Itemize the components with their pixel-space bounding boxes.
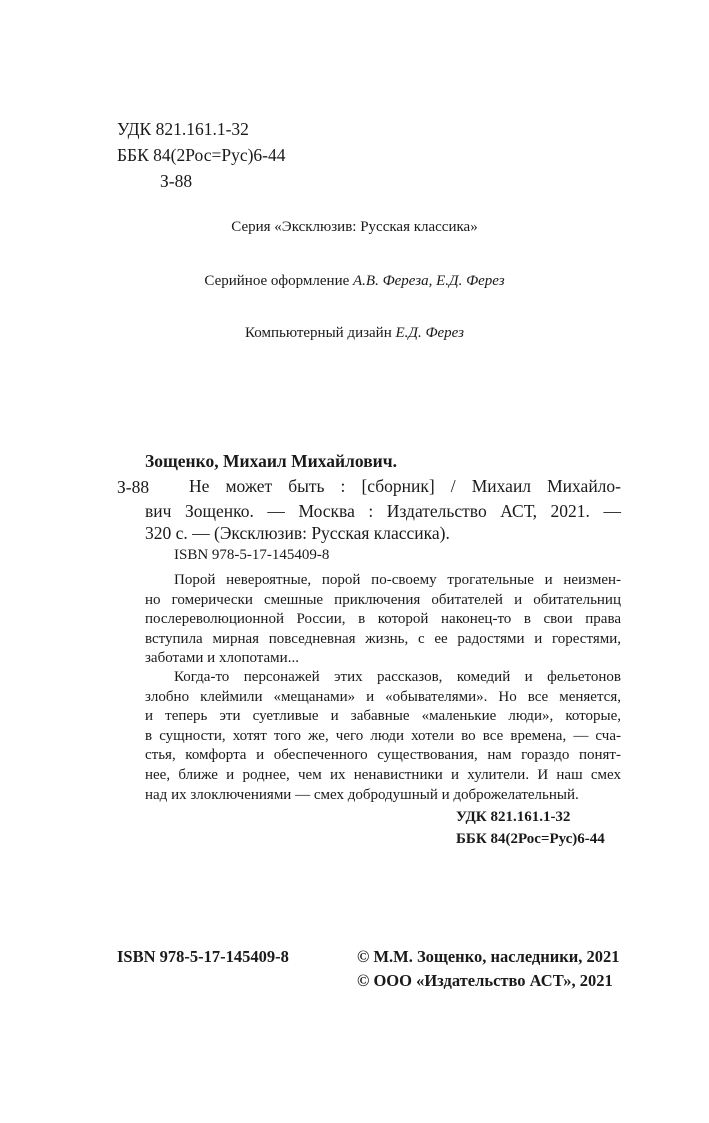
annotation-line: стья, комфорта и обеспеченного существования, нам гораздо понят-	[145, 747, 621, 764]
footer-isbn: ISBN 978-5-17-145409-8	[117, 947, 289, 966]
bbk-code: ББК 84(2Рос=Рус)6-44	[117, 145, 286, 165]
annotation-line: послереволюционной России, в которой наконец-то в свои права	[145, 611, 621, 628]
series-line: Серия «Эксклюзив: Русская классика»	[231, 219, 478, 235]
copyright-heirs: © М.М. Зощенко, наследники, 2021	[357, 947, 620, 966]
catalog-udk: УДК 821.161.1-32	[456, 809, 571, 825]
annotation-line: нее, ближе и роднее, чем их ненавистники и хулители. И наш смех	[145, 766, 621, 783]
annotation-line: Порой невероятные, порой по-своему трогательные и неизмен-	[174, 572, 621, 588]
udk-code: УДК 821.161.1-32	[117, 119, 249, 139]
copyright-publisher: © ООО «Издательство АСТ», 2021	[357, 971, 613, 990]
author-mark: З-88	[160, 171, 193, 191]
computer-design-label: Компьютерный дизайн	[245, 325, 396, 341]
annotation-line: над их злоключениями — смех добродушный и доброжелательный.	[145, 786, 579, 803]
annotation-line: но гомерически смешные приключения обитателей и обитательниц	[145, 591, 621, 608]
design-label: Серийное оформление	[204, 273, 353, 289]
catalog-isbn: ISBN 978-5-17-145409-8	[174, 547, 330, 563]
annotation-line: заботами и хлопотами...	[145, 650, 299, 667]
catalog-mark: З-88	[117, 477, 150, 497]
computer-design-credit	[0, 325, 709, 342]
catalog-author: Зощенко, Михаил Михайлович.	[145, 451, 397, 471]
annotation-line: в сущности, хотят того же, чего люди хотели во все времена, — сча-	[145, 727, 621, 744]
annotation-line: Когда-то персонажей этих рассказов, комедий и фельетонов	[174, 669, 621, 685]
annotation-line: вступила мирная повседневная жизнь, с ее радостями и горестями,	[145, 630, 621, 647]
computer-design-names: Е.Д. Ферез	[395, 325, 464, 341]
annotation-paragraph-2	[145, 668, 621, 805]
annotation-line: злобно клеймили «мещанами» и «обывателями». Но все меняется,	[145, 688, 621, 705]
annotation-line: и теперь эти суетливые и забавные «маленькие люди», которые,	[145, 708, 621, 725]
design-credit	[0, 273, 709, 290]
annotation-paragraph-1	[145, 571, 621, 669]
catalog-bbk: ББК 84(2Рос=Рус)6-44	[456, 831, 605, 847]
bibl-line-1: Не может быть : [сборник] / Михаил Михайло-	[189, 476, 621, 496]
bibl-line-2: вич Зощенко. — Москва : Издательство АСТ, 2021. —	[145, 501, 621, 521]
bibl-line-3: 320 с. — (Эксклюзив: Русская классика).	[145, 523, 450, 543]
design-names: А.В. Фереза, Е.Д. Ферез	[353, 273, 505, 289]
